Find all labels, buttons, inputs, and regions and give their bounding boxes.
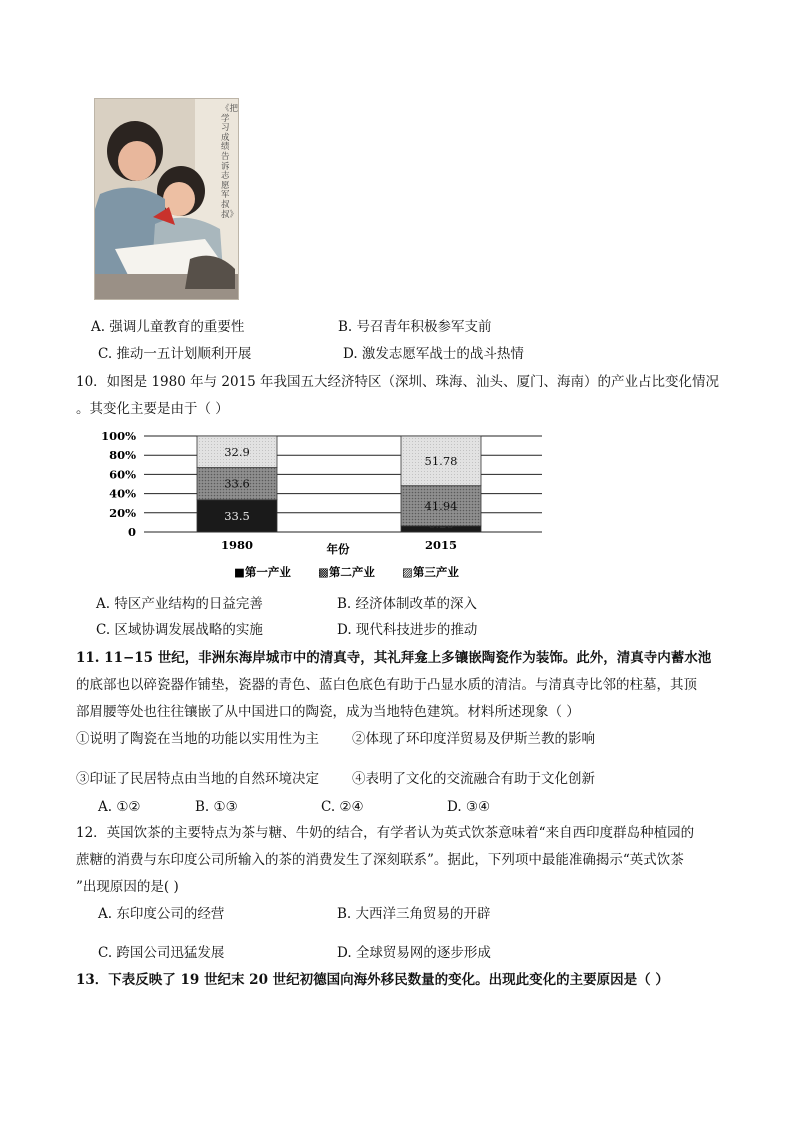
q10-option-d: D. 现代科技进步的推动 [337,622,478,638]
x-tick-label-1980: 1980 [220,538,254,552]
data-label-2015-2: 51.78 [424,453,458,468]
y-tick-label: 60% [109,467,136,482]
q12-option-b: B. 大西洋三角贸易的开辟 [337,906,491,922]
x-tick-label-2015: 2015 [424,538,458,552]
q10-stem-line1: 10．如图是 1980 年与 2015 年我国五大经济特区（深圳、珠海、汕头、厦门、海南）的产业占比变化情况 [76,374,720,390]
q10-option-b: B. 经济体制改革的深入 [337,596,478,612]
data-label-1980-0: 33.5 [224,508,250,523]
q11-statement-1: ①说明了陶瓷在当地的功能以实用性为主 [76,731,319,747]
data-label-2015-1: 41.94 [424,498,458,513]
legend-tertiary: ▨第三产业 [402,565,459,579]
q10-option-a: A. 特区产业结构的日益完善 [96,596,263,612]
q9-option-a: A. 强调儿童教育的重要性 [91,319,245,335]
q11-statement-4: ④表明了文化的交流融合有助于文化创新 [352,771,595,787]
q12-option-d: D. 全球贸易网的逐步形成 [337,945,491,961]
chart-y-ticks [101,429,136,539]
poster-illustration [95,99,238,299]
poster-caption: 《把学习成绩告诉志愿军叔叔》 [221,104,239,220]
y-tick-label: 100% [101,429,136,443]
q11-option-d: D. ③④ [447,799,491,815]
q12-stem-line3: ”出现原因的是( ) [76,879,179,895]
q11-option-a: A. ①② [98,799,141,815]
q11-option-b: B. ①③ [195,799,238,815]
q11-stem-line2: 的底部也以碎瓷器作铺垫，瓷器的青色、蓝白色底色有助于凸显水质的清洁。与清真寺比邻的柱墓，其顶 [76,677,697,693]
legend-primary: ■第一产业 [234,565,291,579]
q11-statement-3: ③印证了民居特点由当地的自然环境决定 [76,771,319,787]
q11-statement-2: ②体现了环印度洋贸易及伊斯兰教的影响 [352,731,595,747]
y-tick-label: 20% [109,505,136,520]
q9-option-b: B. 号召青年积极参军支前 [338,319,492,335]
q9-option-d: D. 激发志愿军战士的战斗热情 [343,346,524,362]
q10-option-c: C. 区域协调发展战略的实施 [96,622,263,638]
q9-option-c: C. 推动一五计划顺利开展 [98,346,252,362]
q12-stem-line2: 蔗糖的消费与东印度公司所输入的茶的消费发生了深刻联系”。据此，下列项中最能准确揭示“英式饮茶 [76,852,684,868]
chart-legend [234,565,459,579]
q12-stem-line1: 12．英国饮茶的主要特点为茶与糖、牛奶的结合，有学者认为英式饮茶意味着“来自西印度群岛种植园的 [76,825,695,841]
chart-x-label: 年份 [326,542,350,556]
q11-stem-line1: 11. 11−15 世纪，非洲东海岸城市中的清真寺，其礼拜龛上多镶嵌陶瓷作为装饰。此外，清真寺内蓄水池 [76,650,712,666]
chart-bars [197,436,481,532]
y-tick-label: 0 [127,525,136,539]
q13-stem-line1: 13．下表反映了 19 世纪末 20 世纪初德国向海外移民数量的变化。出现此变化的主要原因是（ ） [76,972,669,988]
q10-stem-line2: 。其变化主要是由于（ ） [76,401,229,417]
y-tick-label: 80% [109,448,136,463]
data-label-1980-1: 33.6 [224,476,250,491]
q12-option-c: C. 跨国公司迅猛发展 [98,945,225,961]
legend-secondary: ▩第二产业 [318,565,375,579]
q11-option-c: C. ②④ [321,799,364,815]
data-label-1980-2: 32.9 [224,444,250,459]
y-tick-label: 40% [109,486,136,501]
q12-option-a: A. 东印度公司的经营 [98,906,225,922]
q11-stem-line3: 部眉腰等处也往往镶嵌了从中国进口的陶瓷，成为当地特色建筑。材料所述现象（ ） [76,704,580,720]
industry-share-chart [96,428,556,583]
poster-image [94,98,239,300]
